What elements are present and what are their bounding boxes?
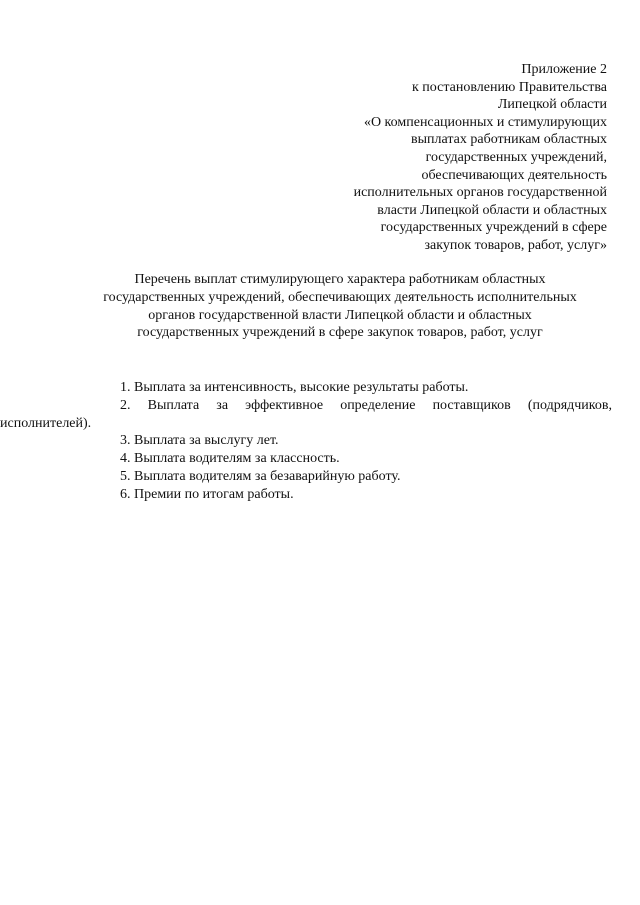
appendix-reference-line: власти Липецкой области и областных	[377, 202, 607, 218]
list-item: 5. Выплата водителям за безаварийную работу.	[120, 468, 401, 484]
appendix-reference-line: исполнительных органов государственной	[353, 185, 607, 201]
list-item-word: Выплата	[147, 397, 200, 413]
title-line: Перечень выплат стимулирующего характера работникам областных	[134, 272, 546, 287]
document-title	[60, 271, 620, 342]
list-item-word: эффективное	[245, 397, 324, 413]
appendix-number: Приложение 2	[521, 62, 607, 77]
payment-list	[0, 379, 612, 504]
list-item-word: за	[216, 397, 229, 413]
title-line: государственных учреждений в сфере закупок товаров, работ, услуг	[137, 325, 543, 341]
title-line: органов государственной власти Липецкой области и областных	[148, 307, 532, 323]
list-item: 6. Премии по итогам работы.	[120, 486, 294, 502]
appendix-reference-line: закупок товаров, работ, услуг»	[424, 237, 607, 253]
appendix-reference-line: государственных учреждений в сфере	[380, 220, 607, 236]
list-item: 4. Выплата водителям за классность.	[120, 451, 340, 467]
list-item	[0, 397, 612, 433]
appendix-reference-line: «О компенсационных и стимулирующих	[363, 114, 607, 130]
appendix-reference-line: государственных учреждений,	[425, 149, 607, 165]
appendix-reference-line: Липецкой области	[497, 97, 607, 113]
title-line: государственных учреждений, обеспечивающих деятельность исполнительных	[103, 289, 577, 305]
list-item-word: поставщиков	[432, 397, 511, 413]
list-item-line	[93, 397, 612, 415]
list-item-word: (подрядчиков,	[527, 397, 612, 413]
appendix-header	[287, 61, 607, 255]
list-item-continuation: исполнителей).	[0, 415, 92, 431]
appendix-reference-line: выплатах работникам областных	[411, 132, 607, 148]
list-item: 3. Выплата за выслугу лет.	[120, 433, 279, 449]
list-item-word: 2.	[120, 397, 131, 413]
list-item-word: определение	[340, 397, 416, 413]
list-item: 1. Выплата за интенсивность, высокие результаты работы.	[120, 380, 469, 395]
appendix-reference-line: обеспечивающих деятельность	[421, 167, 607, 183]
appendix-reference-line: к постановлению Правительства	[411, 79, 607, 95]
